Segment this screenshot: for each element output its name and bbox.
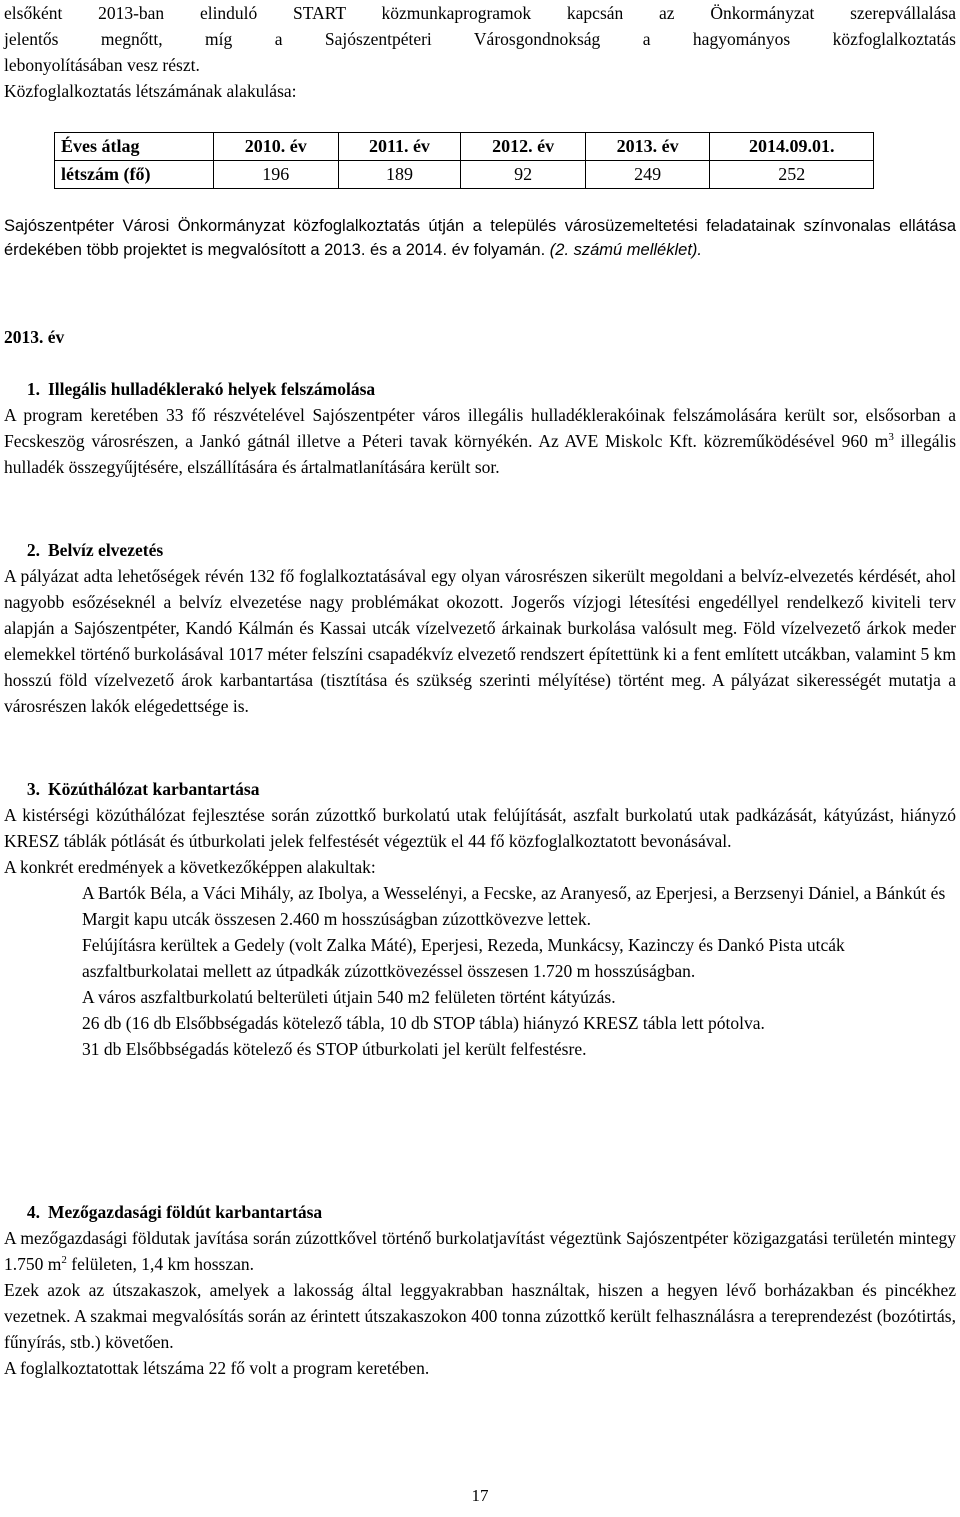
page-number: 17 xyxy=(471,1486,489,1505)
section-body: A program keretében 33 fő részvételével Sajószentpéter város illegális hulladéklerakóinak felszámolására került sor, elsősorban a Fecskeszög városrészen, a Jankó gátnál illetve a Péteri tavak környékén. Az AVE Miskolc Kft. közreműködésével 960 $m^3$ illegális hulladék összegyűjtésére, elszállítására és ártalmatlanítására került sor. xyxy=(4,405,957,477)
table-row xyxy=(55,161,874,189)
section-3 xyxy=(4,776,956,1062)
section-heading xyxy=(4,1199,956,1225)
table-header-cell: Éves átlag xyxy=(55,133,214,161)
table-header-cell: 2013. év xyxy=(585,133,710,161)
section-heading xyxy=(4,537,956,563)
section-number: 4. xyxy=(26,1202,40,1222)
list-item: 26 db (16 db Elsőbbségadás kötelező tábla, 10 db STOP tábla) hiányzó KRESZ tábla lett pótolva. xyxy=(82,1013,765,1033)
section-body: A foglalkoztatottak létszáma 22 fő volt a program keretében. xyxy=(4,1358,430,1378)
section-body: A pályázat adta lehetőségek révén 132 fő foglalkoztatásával egy olyan városrészen sikerült megoldani a belvíz-elvezetés kérdését, ahol nagyobb esőzéseknél a belvíz elvezetése nagy problémákat okozott. Jogerős vízjogi létesítési engedéllyel rendelkező kiviteli terv alapján a Sajószentpéter, Kandó Kálmán és Kassai utcák vízelvezető árkainak burkolása valósult meg. Föld vízelvezető árkok meder elemekkel történő burkolásával 1017 méter felszíni csapadékvíz elvezető rendszert építettünk ki a fent említett utcákban, valamint 5 km hosszú föld vízelvezető árok karbantartása (tisztítása és szükség szerinti mélyítése) történt meg. A pályázat sikerességét mutatja a városrészen lakók elégedettsége is. xyxy=(4,566,956,716)
section-title: Illegális hulladéklerakó helyek felszámolása xyxy=(48,379,376,399)
list-item: A város aszfaltburkolatú belterületi útjain 540 m2 felületen történt kátyúzás. xyxy=(82,987,616,1007)
list-item: 31 db Elsőbbségadás kötelező és STOP útburkolati jel került felfestésre. xyxy=(82,1039,587,1059)
results-intro: A konkrét eredmények a következőképpen alakultak: xyxy=(4,857,376,877)
section-body: Ezek azok az útszakaszok, amelyek a lakosság által leggyakrabban használtak, hiszen a hegyen lévő borházakban és pincékhez vezetnek. A szakmai megvalósítás során az érintett útszakaszokon 400 tonna zúzottkő került felhasználásra a tereprendezést (bozótirtás, fűnyírás, stb.) követően. xyxy=(4,1280,956,1352)
intro-line: lebonyolításában vesz részt. xyxy=(4,55,200,75)
summary-reference: (2. számú melléklet). xyxy=(549,241,702,259)
intro-line: elsőként 2013-ban elinduló START közmunkaprogramok kapcsán az Önkormányzat szerepvállalása xyxy=(4,3,956,23)
section-body: A mezőgazdasági földutak javítása során zúzottkővel történő burkolatjavítást végeztünk Sajószentpéter közigazgatási területén mintegy 1.750 $m^2$ felületen, 1,4 km hosszan. xyxy=(4,1228,956,1274)
table-cell: 196 xyxy=(214,161,339,189)
section-title: Mezőgazdasági földút karbantartása xyxy=(48,1202,323,1222)
headcount-table xyxy=(54,132,874,189)
table-cell: 252 xyxy=(710,161,874,189)
intro-paragraph xyxy=(4,0,956,104)
summary-text: Sajószentpéter Városi Önkormányzat közfoglalkoztatás útján a település városüzemeltetési feladatainak színvonalas ellátása érdekében több projektet is megvalósított a 2013. és a 2014. év folyamán. xyxy=(4,217,956,259)
table-cell: 92 xyxy=(461,161,586,189)
intro-line: jelentős megnőtt, míg a Sajószentpéteri Városgondnokság a hagyományos közfoglalkoztatás xyxy=(4,29,956,49)
table-header-cell: 2012. év xyxy=(461,133,586,161)
section-number: 2. xyxy=(26,540,40,560)
list-item: Felújításra kerültek a Gedely (volt Zalka Máté), Eperjesi, Rezeda, Munkácsy, Kazinczy és Dankó Pista utcák aszfaltburkolatai mellett az útpadkák zúzottkövezéssel összesen 1.720 m hosszúságban. xyxy=(82,935,845,981)
section-heading xyxy=(4,776,956,802)
intro-line: Közfoglalkoztatás létszámának alakulása: xyxy=(4,81,297,101)
section-number: 3. xyxy=(26,779,40,799)
table-header-cell: 2010. év xyxy=(214,133,339,161)
section-1 xyxy=(4,376,956,480)
section-4 xyxy=(4,1199,956,1381)
section-title: Közúthálózat karbantartása xyxy=(48,779,260,799)
table-header-cell: 2014.09.01. xyxy=(710,133,874,161)
list-item: A Bartók Béla, a Váci Mihály, az Ibolya, a Wesselényi, a Fecske, az Aranyeső, az Eperjesi, a Berzsenyi Dániel, a Bánkút és Margit kapu utcák összesen 2.460 m hosszúságban zúzottkövezve lettek. xyxy=(82,883,946,929)
table-cell: 189 xyxy=(338,161,461,189)
year-heading: 2013. év xyxy=(4,327,65,347)
summary-paragraph xyxy=(4,214,956,262)
table-header-cell: 2011. év xyxy=(338,133,461,161)
table-header-row xyxy=(55,133,874,161)
section-number: 1. xyxy=(26,379,40,399)
results-list xyxy=(4,880,956,1062)
table-row-label: létszám (fő) xyxy=(55,161,214,189)
section-title: Belvíz elvezetés xyxy=(48,540,164,560)
section-heading xyxy=(4,376,956,402)
section-body: A kistérségi közúthálózat fejlesztése során zúzottkő burkolatú utak felújítását, aszfalt burkolatú utak padkázását, kátyúzást, hiányzó KRESZ táblák pótlását és útburkolati jelek felfestését végeztük el 44 fő közfoglalkoztatott bevonásával. xyxy=(4,805,956,851)
section-2 xyxy=(4,537,956,719)
table-cell: 249 xyxy=(585,161,710,189)
